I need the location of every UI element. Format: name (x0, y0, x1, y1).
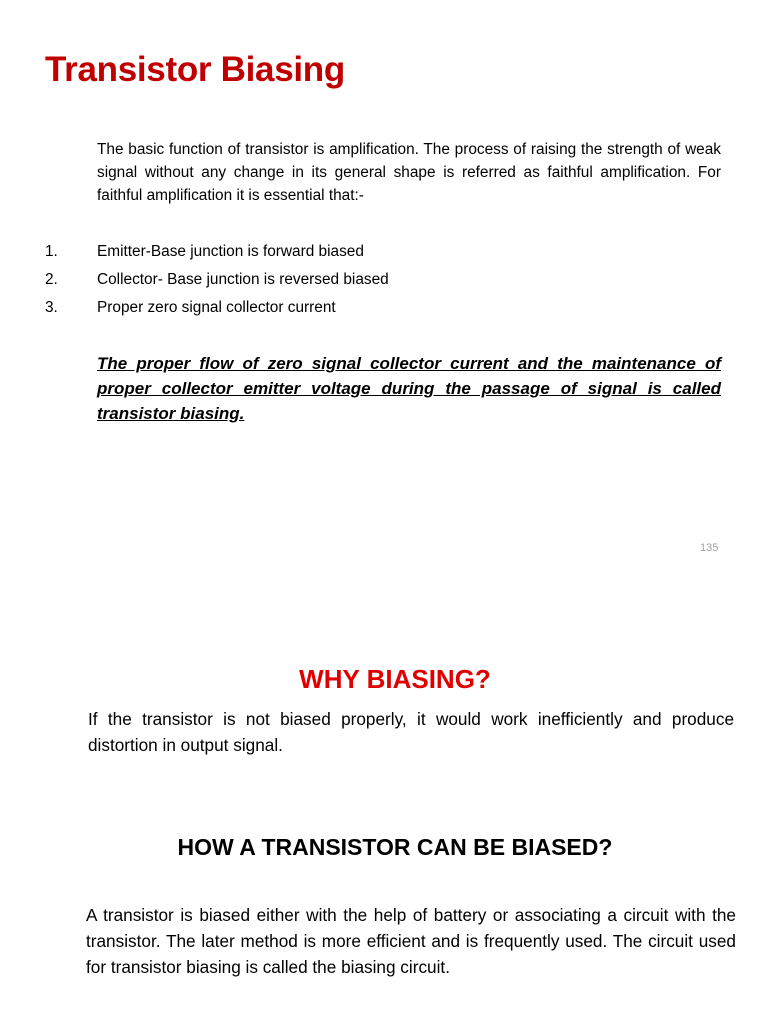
list-item (45, 266, 389, 294)
how-biased-heading: HOW A TRANSISTOR CAN BE BIASED? (177, 834, 613, 860)
list-item-number: 1. (45, 243, 58, 260)
list-item-text: Proper zero signal collector current (97, 299, 336, 316)
list-item-text: Collector- Base junction is reversed biased (97, 271, 389, 288)
slide-why-biasing (0, 640, 768, 1024)
biasing-definition: The proper flow of zero signal collector current and the maintenance of proper collector emitter voltage during the passage of signal is called transistor biasing. (97, 354, 721, 423)
conditions-list (45, 238, 389, 322)
list-item (45, 294, 389, 322)
list-item-number: 2. (45, 271, 58, 288)
why-biasing-heading: WHY BIASING? (299, 664, 491, 694)
intro-paragraph: The basic function of transistor is amplification. The process of raising the strength of weak signal without any change in its general shape is referred as faithful amplification. For faithful amplification it is essential that:- (97, 141, 721, 204)
list-item-text: Emitter-Base junction is forward biased (97, 243, 364, 260)
how-biased-paragraph: A transistor is biased either with the help of battery or associating a circuit with the transistor. The later method is more efficient and is frequently used. The circuit used for transistor biasing is called the biasing circuit. (86, 905, 736, 977)
page-number: 135 (700, 542, 719, 554)
why-biasing-paragraph: If the transistor is not biased properly, it would work inefficiently and produce distortion in output signal. (88, 709, 734, 755)
list-item-number: 3. (45, 299, 58, 316)
slide-title: Transistor Biasing (45, 50, 345, 89)
list-item (45, 238, 389, 266)
